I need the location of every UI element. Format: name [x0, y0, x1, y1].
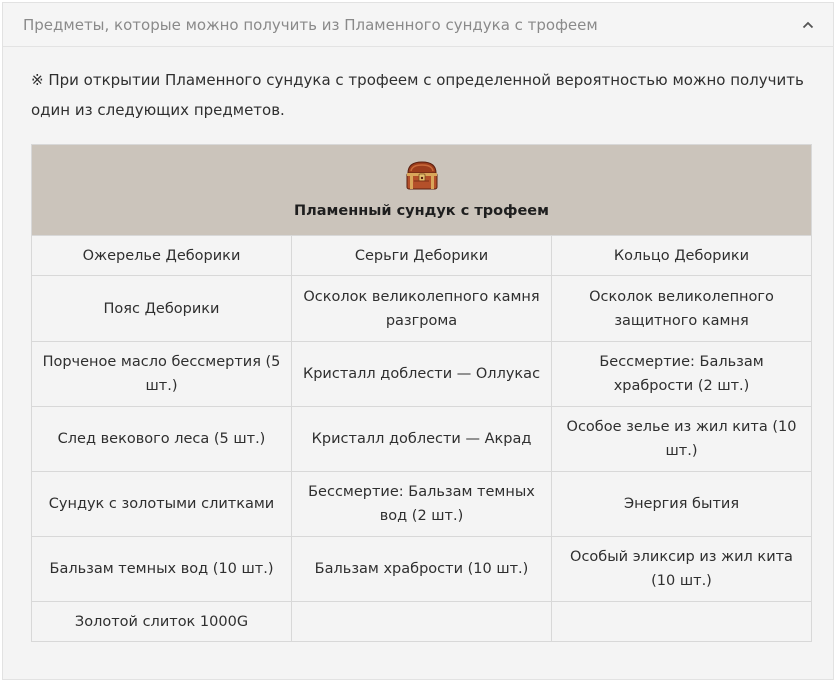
- table-cell: Кристалл доблести — Оллукас: [292, 342, 552, 407]
- table-cell: Осколок великолепного защитного камня: [552, 276, 812, 342]
- table-cell: Особый эликсир из жил кита (10 шт.): [552, 537, 812, 602]
- table-cell: Энергия бытия: [552, 472, 812, 537]
- table-cell: Серьги Деборики: [292, 236, 552, 276]
- table-cell: Бальзам храбрости (10 шт.): [292, 537, 552, 602]
- table-cell: Ожерелье Деборики: [32, 236, 292, 276]
- accordion-panel: [2, 2, 834, 680]
- table-cell: След векового леса (5 шт.): [32, 407, 292, 472]
- table-row: [32, 602, 812, 642]
- table-cell: Сундук с золотыми слитками: [32, 472, 292, 537]
- table-cell: Бальзам темных вод (10 шт.): [32, 537, 292, 602]
- table-row: [32, 276, 812, 342]
- accordion-header[interactable]: [3, 3, 833, 47]
- table-cell: Кольцо Деборики: [552, 236, 812, 276]
- table-cell: [292, 602, 552, 642]
- table-header: [32, 145, 812, 236]
- table-row: [32, 236, 812, 276]
- table-row: [32, 407, 812, 472]
- table-cell: Бессмертие: Бальзам храбрости (2 шт.): [552, 342, 812, 407]
- table-cell: Особое зелье из жил кита (10 шт.): [552, 407, 812, 472]
- table-cell: Порченое масло бессмертия (5 шт.): [32, 342, 292, 407]
- table-cell: [552, 602, 812, 642]
- accordion-title: Предметы, которые можно получить из Пламенного сундука с трофеем: [23, 15, 598, 34]
- table-row: [32, 537, 812, 602]
- table-cell: Бессмертие: Бальзам темных вод (2 шт.): [292, 472, 552, 537]
- table-cell: Кристалл доблести — Акрад: [292, 407, 552, 472]
- table-header-title: Пламенный сундук с трофеем: [294, 203, 549, 219]
- table-row: [32, 342, 812, 407]
- table-cell: Пояс Деборики: [32, 276, 292, 342]
- table-header-row: [32, 145, 812, 236]
- rewards-table: [31, 144, 812, 642]
- table-cell: Осколок великолепного камня разгрома: [292, 276, 552, 342]
- table-cell: Золотой слиток 1000G: [32, 602, 292, 642]
- chevron-up-icon[interactable]: [801, 18, 815, 32]
- table-row: [32, 472, 812, 537]
- treasure-chest-icon: [402, 159, 442, 193]
- info-note: ※ При открытии Пламенного сундука с трофеем с определенной вероятностью можно получить один из следующих предметов.: [31, 71, 804, 119]
- accordion-content: [3, 65, 833, 642]
